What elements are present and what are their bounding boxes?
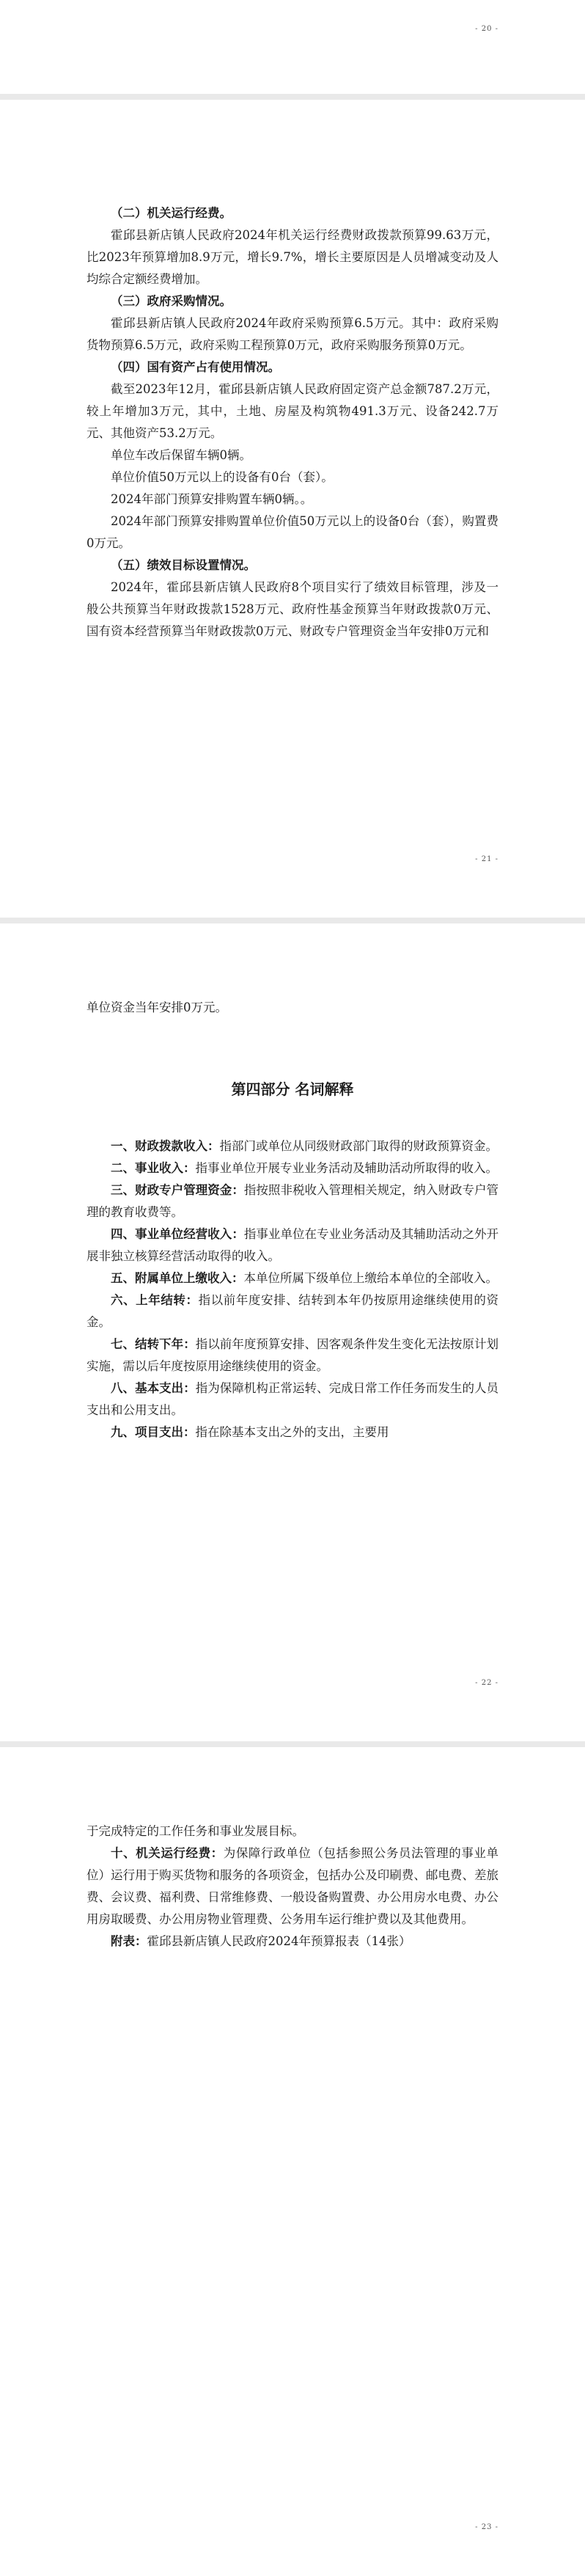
- page-22: [0, 923, 585, 1741]
- attachment-note: [87, 1931, 498, 1953]
- term-item: [87, 1843, 498, 1931]
- term-item: [87, 1135, 498, 1157]
- term-definition: 本单位所属下级单位上缴给本单位的全部收入。: [243, 1271, 498, 1285]
- term-definition: 指以前年度安排、结转到本年仍按原用途继续使用的资金。: [87, 1293, 499, 1329]
- page-number: - 23 -: [475, 2523, 498, 2531]
- term-item: [87, 1421, 498, 1443]
- term-label: 六、上年结转：: [111, 1293, 199, 1307]
- term-label: 三、财政专户管理资金：: [111, 1183, 244, 1197]
- term-definition: 为保障行政单位（包括参照公务员法管理的事业单位）运行用于购买货物和服务的各项资金，包括办公及印刷费、邮电费、差旅费、会议费、福利费、日常维修费、一般设备购置费、办公用房水电费、办公用房取暖费、办公用房物业管理费、公务用车运行维护费以及其他费用。: [87, 1846, 499, 1926]
- paragraph: 单位资金当年安排0万元。: [87, 1000, 227, 1014]
- term-definition: 指在除基本支出之外的支出，主要用: [195, 1425, 389, 1439]
- attachment-label: 附表：: [111, 1934, 147, 1948]
- term-label: 七、结转下年：: [111, 1337, 196, 1351]
- term-definition: 指按照非税收入管理相关规定，纳入财政专户管理的教育收费等。: [87, 1183, 499, 1219]
- page-20: [0, 0, 585, 94]
- page-number: - 21 -: [475, 855, 498, 863]
- paragraph: 截至2023年12月，霍邱县新店镇人民政府固定资产总金额787.2万元，较上年增加3万元，其中，土地、房屋及构筑物491.3万元、设备242.7万元、其他资产53.2万元。: [87, 382, 498, 440]
- term-label: 八、基本支出：: [111, 1381, 196, 1395]
- page-number: - 20 -: [475, 25, 498, 33]
- term-label: 九、项目支出：: [111, 1425, 196, 1439]
- section-heading: （二）机关运行经费。: [111, 206, 232, 220]
- term-list: [87, 1135, 498, 1443]
- part-title: 第四部分 名词解释: [231, 1080, 354, 1098]
- term-definition: 指事业单位在专业业务活动及其辅助活动之外开展非独立核算经营活动取得的收入。: [87, 1227, 499, 1263]
- term-item: [87, 1377, 498, 1421]
- attachment-text: 霍邱县新店镇人民政府2024年预算报表（14张）: [147, 1934, 411, 1948]
- paragraph: 2024年部门预算安排购置单位价值50万元以上的设备0台（套），购置费0万元。: [87, 514, 498, 550]
- section-heading: （四）国有资产占有使用情况。: [111, 360, 280, 374]
- paragraph: 2024年，霍邱县新店镇人民政府8个项目实行了绩效目标管理，涉及一般公共预算当年财政拨款1528万元、政府性基金预算当年财政拨款0万元、国有资本经营预算当年财政拨款0万元、财政专户管理资金当年安排0万元和: [87, 580, 498, 638]
- term-definition: 指部门或单位从同级财政部门取得的财政预算资金。: [219, 1139, 498, 1153]
- section-heading: （三）政府采购情况。: [111, 294, 232, 308]
- term-label: 二、事业收入：: [111, 1161, 196, 1175]
- term-definition: 指为保障机构正常运转、完成日常工作任务而发生的人员支出和公用支出。: [87, 1381, 499, 1417]
- paragraph: 于完成特定的工作任务和事业发展目标。: [87, 1824, 304, 1838]
- paragraph: 霍邱县新店镇人民政府2024年政府采购预算6.5万元。其中：政府采购货物预算6.5万元，政府采购工程预算0万元，政府采购服务预算0万元。: [87, 316, 498, 352]
- term-label: 一、财政拨款收入：: [111, 1139, 220, 1153]
- term-definition: 指以前年度预算安排、因客观条件发生变化无法按原计划实施，需以后年度按原用途继续使用的资金。: [87, 1337, 499, 1373]
- term-label: 四、事业单位经营收入：: [111, 1227, 244, 1241]
- term-item: [87, 1179, 498, 1223]
- paragraph: 单位价值50万元以上的设备有0台（套）。: [111, 470, 334, 484]
- term-item: [87, 1333, 498, 1377]
- paragraph: 单位车改后保留车辆0辆。: [111, 448, 251, 462]
- paragraph: 霍邱县新店镇人民政府2024年机关运行经费财政拨款预算99.63万元，比2023年预算增加8.9万元，增长9.7%，增长主要原因是人员增减变动及人均综合定额经费增加。: [87, 228, 498, 286]
- page-23: [0, 1747, 585, 2576]
- term-definition: 指事业单位开展专业业务活动及辅助活动所取得的收入。: [195, 1161, 498, 1175]
- term-item: [87, 1267, 498, 1289]
- term-item: [87, 1157, 498, 1179]
- paragraph: 2024年部门预算安排购置车辆0辆。。: [111, 492, 313, 506]
- page-21: [0, 100, 585, 918]
- section-heading: （五）绩效目标设置情况。: [111, 558, 256, 572]
- page-number: - 22 -: [475, 1679, 498, 1687]
- term-item: [87, 1223, 498, 1267]
- term-item: [87, 1289, 498, 1333]
- term-label: 五、附属单位上缴收入：: [111, 1271, 244, 1285]
- term-label: 十、机关运行经费：: [111, 1846, 224, 1860]
